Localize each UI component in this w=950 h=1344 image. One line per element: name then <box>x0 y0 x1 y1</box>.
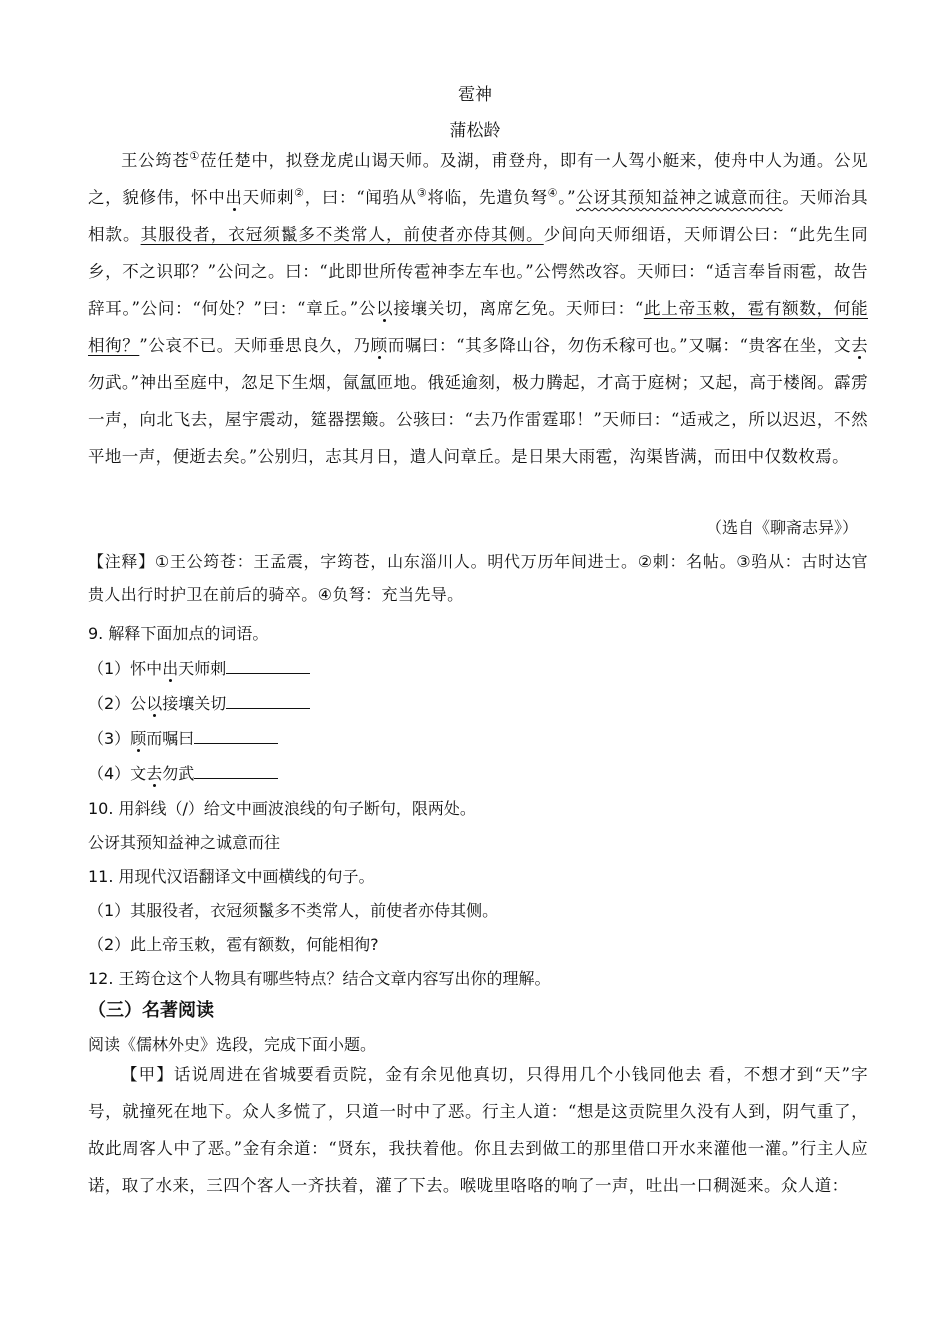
text-run: ，曰：“闻驺从 <box>304 188 417 207</box>
text-run: （4）文 <box>88 764 147 783</box>
note-marker: ④ <box>547 186 559 200</box>
text-run: ”公哀不已。天师垂思良久，乃 <box>139 336 371 355</box>
wavy-sentence: 公讶其预知益神之诚意而往 <box>575 188 783 207</box>
text-run: 勿武。”神出至庭中，忽足下生烟，氤氲匝地。俄延逾刻，极力腾起，才高于庭树；又起，高于楼阁。霹雳一声，向北飞去，屋宇震动，筵器摆簸。公骇曰：“去乃作雷霆耶！”天师曰：“适戒之，所以迟迟，不然平地一声，便逝去矣。”公别归，志其月日，遣人问章丘。是日果大雨雹，沟渠皆满，而田中仅数枚焉。 <box>88 373 868 466</box>
text-run: 少间向天师细语，天师谓公曰：“此先生同乡，不之识耶？”公问之。曰：“此即世所传雹神李左车也。”公愕然改容。天师曰：“适言奉旨雨雹，故告辞耳。”公问：“何处？”曰：“章丘。”公 <box>88 225 869 318</box>
note-marker: ③ <box>416 186 428 200</box>
text-run: 而嘱曰 <box>146 729 195 748</box>
dotted-word: 出 <box>162 659 179 678</box>
note-marker: ① <box>189 149 201 163</box>
text-run: （3） <box>88 729 131 748</box>
poem-author: 蒲松龄 <box>449 121 501 141</box>
text-run: 接壤关切，离席乞免。天师曰：“ <box>393 299 644 318</box>
answer-blank[interactable] <box>194 764 278 779</box>
answer-blank[interactable] <box>194 729 278 744</box>
poem-source: （选自《聊斋志异》） <box>705 518 858 537</box>
poem-title: 雹神 <box>458 85 492 105</box>
note-marker: ② <box>294 186 305 200</box>
text-run: 勿武 <box>162 764 195 783</box>
text-run: （1）怀中 <box>88 659 163 678</box>
text-run: （2）公 <box>88 694 147 713</box>
section-intro: 阅读《儒林外史》选段，完成下面小题。 <box>88 1035 377 1054</box>
dotted-word: 顾 <box>370 336 388 355</box>
underlined-sentence-2: 此上帝玉敕，雹有额数，何能相徇？ <box>88 299 868 355</box>
poem-notes: 【注释】①王公筠苍：王孟震，字筠苍，山东淄川人。明代万历年间进士。②刺：名帖。③驺从：古时达官贵人出行时护卫在前后的骑卒。④负弩：充当先导。 <box>88 552 868 604</box>
dotted-word: 去 <box>146 764 163 783</box>
poem-body <box>88 142 868 475</box>
dotted-word: 以 <box>376 299 394 318</box>
answer-blank[interactable] <box>226 694 310 709</box>
question-9-4 <box>88 761 278 784</box>
question-11: 11. 用现代汉语翻译文中画横线的句子。 <box>88 867 375 886</box>
dotted-word: 出 <box>225 188 243 207</box>
question-9-1 <box>88 656 310 679</box>
question-9: 9. 解释下面加点的词语。 <box>88 624 269 643</box>
text-run: 接壤关切 <box>162 694 227 713</box>
question-11-2: （2）此上帝玉敕，雹有额数，何能相徇? <box>88 935 379 954</box>
text-run: 。天师治具相款。 <box>88 188 868 244</box>
dotted-word: 顾 <box>130 729 147 748</box>
section-heading: （三）名著阅读 <box>88 1000 214 1021</box>
question-12: 12. 王筠仓这个人物具有哪些特点？结合文章内容写出你的理解。 <box>88 969 551 988</box>
question-10: 10. 用斜线（/）给文中画波浪线的句子断句，限两处。 <box>88 799 476 818</box>
excerpt-jia: 【甲】话说周进在省城要看贡院，金有余见他真切，只得用几个小钱同他去 看，不想才到“天”字号，就撞死在地下。众人多慌了，只道一时中了恶。行主人道：“想是这贡院里久没有人到，阴气重了，故此周客人中了恶。”金有余道：“贤东，我扶着他。你且去到做工的那里借口开水来灌他一灌。”行主人应诺，取了水来，三四个客人一齐扶着，灌了下去。喉咙里咯咯的响了一声，吐出一口稠涎来。众人道： <box>88 1065 868 1195</box>
question-10-sentence: 公讶其预知益神之诚意而往 <box>88 833 281 852</box>
question-9-2 <box>88 691 310 714</box>
dotted-word: 去 <box>851 336 869 355</box>
text-run: 天师刺 <box>178 659 227 678</box>
text-run: 。” <box>558 188 576 207</box>
text-run: 莅任楚中，拟登龙虎山谒天师。及湖，甫登舟，即有一人驾小艇来，使舟中人为通。公见之，貌修伟，怀中 <box>88 151 868 207</box>
question-9-3 <box>88 726 278 749</box>
answer-blank[interactable] <box>226 659 310 674</box>
text-run: 王公筠苍 <box>121 151 190 170</box>
text-run: 将临，先遣负弩 <box>427 188 548 207</box>
text-run: 而嘱曰：“其多降山谷，勿伤禾稼可也。”又嘱：“贵客在坐，文 <box>387 336 852 355</box>
question-11-1: （1）其服役者，衣冠须鬣多不类常人，前使者亦侍其侧。 <box>88 901 499 920</box>
dotted-word: 以 <box>146 694 163 713</box>
underlined-sentence-1: 其服役者，衣冠须鬣多不类常人，前使者亦侍其侧。 <box>140 225 544 244</box>
text-run: 天师刺 <box>242 188 295 207</box>
